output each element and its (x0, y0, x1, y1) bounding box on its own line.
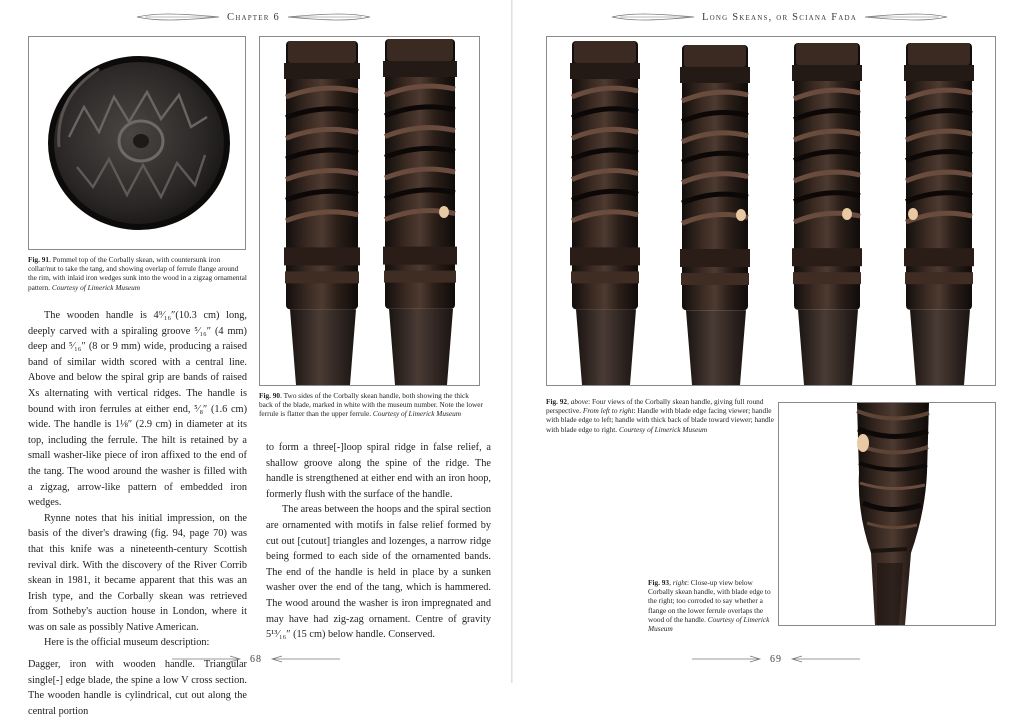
chapter-title: Long Skeans, or Sciana Fada (702, 11, 858, 23)
fig93-text: : Close-up view below Corbally skean handle, with blade edge to the right; too corroded to say whether a flange on the lower ferrule overlaps the wood of the handle. (648, 578, 771, 624)
page-number: 69 (770, 653, 782, 665)
museum-description-cont: to form a three[-]loop spiral ridge in false relief, a shallow groove along the spine of the ridge. The handle is strengthened at either end with an iron hoop, formerly flush with the surface of the handle. (266, 442, 491, 500)
running-head-left (135, 9, 372, 25)
fig90-label: Fig. 90 (259, 391, 281, 400)
folio-left (170, 652, 342, 666)
ornament-left-icon (610, 12, 696, 22)
skean-handle (570, 41, 640, 385)
ornament-left-icon (170, 655, 242, 663)
ornament-right-icon (286, 12, 372, 22)
book-gutter (511, 0, 513, 683)
fig92-label: Fig. 92 (546, 397, 568, 406)
fig92-order: From left to right (582, 406, 634, 416)
paragraph: Rynne notes that his initial impression, on the basis of the diver's drawing (fig. 94, page 70) was that this knife was a nineteenth-century Scottish revival dirk. With the discovery of the River Corrib skean in 1981, it became apparent that this was an Irish type, and the Corbally skean was retrieved from Sotheby's auction house in London, where it was on sale as possibly Native American. (28, 512, 247, 633)
fig92-caption (546, 397, 778, 434)
fig93-caption (648, 578, 774, 633)
chapter-label: Chapter 6 (227, 11, 280, 23)
fig93-right: , right (669, 578, 687, 587)
fig91-label: Fig. 91 (28, 255, 50, 264)
skean-handle (383, 39, 457, 385)
paragraph: The wooden handle is 4⁹⁄₁₆″(10.3 cm) long, deeply carved with a spiraling groove ⁵⁄₁₆″ (4 mm) deep and ⁵⁄₁₆″ (8 or 9 mm) wide, producing a raised band of similar width scored with a central line. Above and below the spiral grip are bands of raised Xs alternating with vertical ridges. The handle is bound with iron ferrules at either end, ⁵⁄₈″ (1.6 cm) wide. The handle is 1⅛″ (2.9 cm) in diameter at its top, including the ferrule. The hilt is retained by a small washer-like piece of iron affixed to the end of the tang. The wood around the washer is filled with a zigzag, arrow-like pattern of embedded iron wedges. (28, 310, 247, 509)
fig91-caption (28, 255, 248, 292)
museum-description-cont: The areas between the hoops and the spiral section are ornamented with motifs in false relief formed by cut out [cutout] triangles and lozenges, a narrow ridge being formed to each side of the ornamented bands. The end of the handle is held in place by a sunken washer over the end of the tang, which is hammered. The wood around the washer is iron impregnated and may have had zig-zag ornament. Centre of gravity 5¹³⁄₁₆″ (15 cm) below handle. Conserved. (266, 504, 491, 641)
folio-right (690, 652, 862, 666)
fig90-caption (259, 391, 483, 419)
fig92-photo (546, 36, 996, 386)
ornament-right-icon (270, 655, 342, 663)
skean-handle (284, 41, 360, 385)
fig91-photo (28, 36, 246, 250)
ornament-left-icon (135, 12, 221, 22)
fig91-credit: Courtesy of Limerick Museum (51, 282, 141, 292)
skean-handle (792, 43, 862, 385)
fig92-above: , above (567, 397, 589, 406)
skean-handle (680, 45, 750, 385)
fig91-text: . Pommel top of the Corbally skean, with countersunk iron collar/nut to take the tang, and showing overlap of ferrule flange around the rim, with inlaid iron wedges sunk into the wood in a zigzag ornamental pattern. (28, 255, 247, 292)
ornament-right-icon (790, 655, 862, 663)
fig92-text2: : Handle with blade edge facing viewer; handle with blade edge to left; handle with thick back of blade toward viewer; handle with blade edge to right. (546, 406, 774, 434)
paragraph: Here is the official museum description: (44, 637, 210, 649)
fig92-credit: Courtesy of Limerick Museum (618, 424, 708, 434)
running-head-right (610, 9, 949, 25)
fig90-text: . Two sides of the Corbally skean handle, both showing the thick back of the blade, marked in white with the museum number. Note the lower ferrule is flatter than the upper ferrule. (259, 391, 483, 419)
fig93-photo (778, 402, 996, 626)
fig92-text1: : Four views of the Corbally skean handle, giving full round perspective. (546, 397, 764, 416)
ornament-left-icon (690, 655, 762, 663)
fig90-credit: Courtesy of Limerick Museum (372, 409, 462, 419)
fig93-label: Fig. 93 (648, 578, 670, 587)
museum-description: Dagger, iron with wooden handle. Triangular single[-] edge blade, the spine a low V cross section. The wooden handle is cylindrical, cut out along the central portion (28, 659, 247, 717)
body-column-middle (266, 440, 491, 643)
fig93-credit: Courtesy of Limerick Museum (648, 614, 770, 634)
fig90-photo (259, 36, 480, 386)
ornament-right-icon (863, 12, 949, 22)
skean-handle (904, 43, 974, 385)
page-number: 68 (250, 653, 262, 665)
